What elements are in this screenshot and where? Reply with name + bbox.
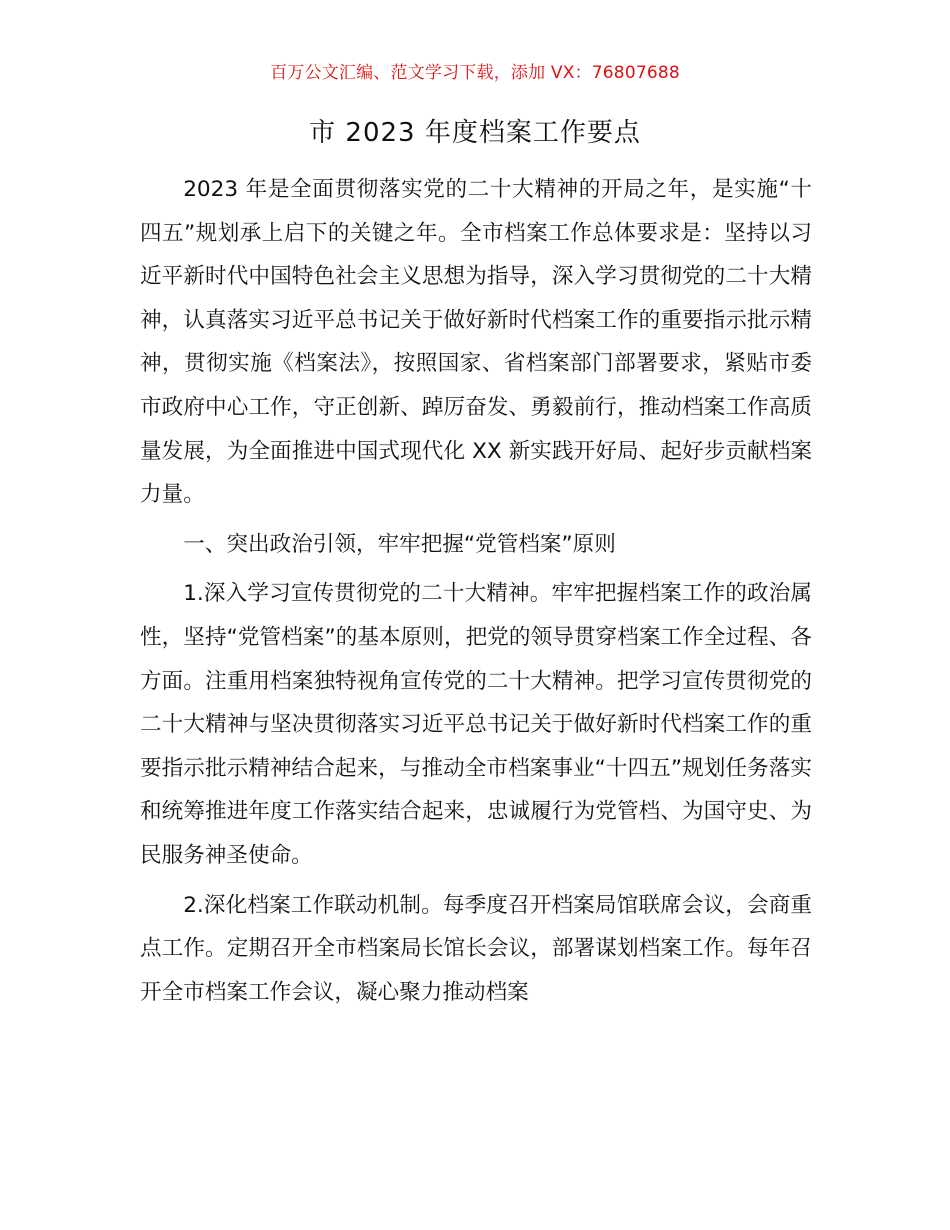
paragraph-item-1: 1.深入学习宣传贯彻党的二十大精神。牢牢把握档案工作的政治属性，坚持“党管档案”的基本原则，把党的领导贯穿档案工作全过程、各方面。注重用档案独特视角宣传党的二十大精神。把学习宣传贯彻党的二十大精神与坚决贯彻落实习近平总书记关于做好新时代档案工作的重要指示批示精神结合起来，与推动全市档案事业“十四五”规划任务落实和统筹推进年度工作落实结合起来，忠诚履行为党管档、为国守史、为民服务神圣使命。 [140,581,812,868]
section-heading-1: 一、突出政治引领，牢牢把握“党管档案”原则 [183,531,616,557]
document-title: 市 2023 年度档案工作要点 [309,118,641,148]
paragraph-intro: 2023 年是全面贯彻落实党的二十大精神的开局之年，是实施“十四五”规划承上启下的关键之年。全市档案工作总体要求是：坚持以习近平新时代中国特色社会主义思想为指导，深入学习贯彻党的二十大精神，认真落实习近平总书记关于做好新时代档案工作的重要指示批示精神，贯彻实施《档案法》，按照国家、省档案部门部署要求，紧贴市委市政府中心工作，守正创新、踔厉奋发、勇毅前行，推动档案工作高质量发展，为全面推进中国式现代化 XX 新实践开好局、起好步贡献档案力量。 [140,177,812,508]
header-watermark: 百万公文汇编、范文学习下载，添加 VX：76807688 [270,63,680,83]
paragraph-item-2: 2.深化档案工作联动机制。每季度召开档案局馆联席会议，会商重点工作。定期召开全市档案局长馆长会议，部署谋划档案工作。每年召开全市档案工作会议，凝心聚力推动档案 [140,892,812,1005]
document-body [140,168,812,1014]
